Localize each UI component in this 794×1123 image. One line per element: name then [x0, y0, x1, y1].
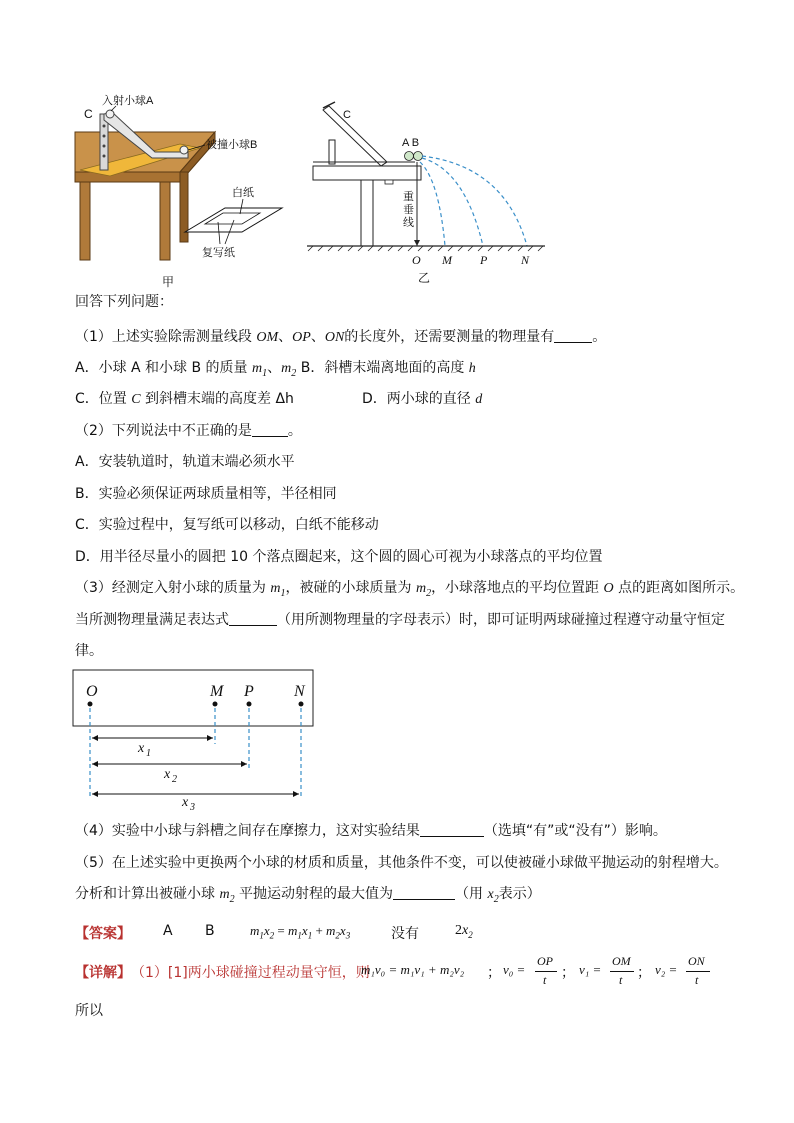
a3-s3: 3: [345, 930, 351, 941]
a3-m1: m: [250, 923, 260, 938]
q2-stem-end: 。: [287, 423, 302, 439]
q3-l1-s1: 1: [280, 587, 286, 599]
yi-label-n: N: [521, 253, 530, 267]
q2-stem-text: （2）下列说法中不正确的是: [75, 423, 252, 439]
q3-fig-x3-sub: 3: [190, 802, 195, 812]
q3-l2-a: 当所测物理量满足表达式: [75, 612, 229, 628]
q4-pre: （4）实验中小球与斜槽之间存在摩擦力，这对实验结果: [75, 823, 420, 839]
detail-frac-on-bar: [686, 971, 710, 972]
q5-l2-d: 表示）: [498, 886, 541, 902]
a3-m2: m: [326, 923, 336, 938]
jia-caption: 甲: [162, 275, 175, 289]
detail-row: [75, 956, 715, 992]
q2-stem: [75, 422, 302, 440]
q4-line: [75, 822, 667, 840]
detail-label: 【详解】: [75, 965, 131, 981]
a3-plus: +: [312, 923, 327, 938]
q3-fig-n: N: [294, 683, 305, 700]
q3-line-1: [75, 579, 744, 603]
q3-l1-o: O: [603, 581, 614, 596]
jia-label-carbon: 复写纸: [202, 247, 235, 259]
answer-4: 没有: [391, 926, 419, 942]
detail-frac-on-num: ON: [688, 954, 705, 968]
q3-l2-b: （用所测物理量的字母表示）时，即可证明两球碰撞过程遵守动量守恒定: [277, 612, 725, 628]
intro-text: 回答下列问题：: [75, 294, 173, 310]
a5-s: 2: [468, 929, 473, 940]
q1-seg-om: OM: [256, 330, 279, 345]
q1-opt-a-m1: m: [252, 361, 263, 376]
detail-semi-1: ；: [487, 965, 501, 981]
q4-answer-blank[interactable]: [420, 822, 484, 837]
yi-plumb-3: 线: [403, 217, 414, 229]
q5-l2-c: （用: [455, 886, 488, 902]
detail-text: （1）[1]两小球碰撞过程动量守恒，则: [131, 965, 370, 981]
yi-plumb-2: 垂: [403, 204, 414, 216]
q3-line-2: [75, 611, 725, 629]
jia-label-paper: 白纸: [232, 187, 254, 199]
yi-caption: 乙: [418, 271, 431, 285]
q1-option-d: [362, 390, 482, 409]
a3-eq: =: [274, 923, 289, 938]
answer-5: [455, 923, 473, 940]
q5-l2-b: 平抛运动射程的最大值为: [234, 886, 394, 902]
a3-x2: x: [263, 923, 270, 938]
detail-frac-om-den: t: [619, 973, 623, 987]
yi-plumb-1: 重: [403, 191, 414, 203]
q1-opt-b-pre: B．斜槽末端离地面的高度: [296, 360, 469, 376]
detail-frac-om-num: OM: [612, 954, 631, 968]
jia-label-c: C: [84, 107, 93, 121]
answer-2: B: [205, 923, 215, 939]
q1-opt-a-sub1: 1: [262, 367, 268, 379]
q5-l2-x: x: [487, 887, 494, 902]
q1-opt-a-pre: A．小球 A 和小球 B 的质量: [75, 360, 253, 376]
q3-fig-x2-sub: 2: [172, 774, 177, 785]
q1-stem: [75, 328, 606, 347]
q3-l1-m2: m: [415, 581, 427, 596]
a3-s1c: 1: [307, 930, 313, 941]
q3-distance-figure: [72, 668, 322, 812]
q1-opt-d-pre: D．两小球的直径: [362, 391, 476, 407]
q3-fig-m: M: [210, 683, 224, 700]
detail-eq-1: m₁v₀ = m₁v₁ + m₂v₂: [361, 962, 465, 977]
q3-l1-a: （3）经测定入射小球的质量为: [75, 580, 271, 596]
q5-line-2: [75, 885, 541, 909]
a3-s1: 1: [259, 930, 264, 941]
q5-l2-xs: 2: [493, 893, 499, 905]
a5-x: x: [462, 923, 469, 938]
detail-semi-2: ；: [561, 965, 575, 981]
q5-l2-m: m: [219, 887, 230, 902]
yi-label-p: P: [480, 253, 488, 267]
q3-fig-x1: x: [138, 741, 145, 756]
q4-post: （选填“有”或“没有”）影响。: [483, 823, 667, 839]
q1-stem-end: 。: [592, 329, 607, 345]
figure-jia: [60, 92, 290, 292]
a3-s1b: 1: [297, 930, 302, 941]
q1-opt-a-sep: 、: [267, 360, 282, 376]
a3-x3: x: [339, 923, 346, 938]
q1-opt-c-post: 到斜槽末端的高度差 Δh: [140, 391, 294, 407]
q2-option-b: B．实验必须保证两球质量相等，半径相同: [75, 486, 337, 502]
q1-answer-blank[interactable]: [554, 328, 592, 343]
q1-stem-post: 的长度外，还需要测量的物理量有: [344, 329, 555, 345]
q3-fig-o: O: [86, 683, 98, 700]
q2-option-a: A．安装轨道时，轨道末端必须水平: [75, 454, 295, 470]
q5-l2-s: 2: [229, 893, 235, 905]
answer-1: A: [163, 923, 173, 939]
q1-opt-d-d: d: [475, 392, 483, 407]
q5-line-1: （5）在上述实验中更换两个小球的材质和质量，其他条件不变，可以使被碰小球做平抛运动的射程增大。: [75, 855, 728, 871]
a3-s2: 2: [269, 930, 275, 941]
q1-seg-op: OP: [292, 330, 311, 345]
answer-label: 【答案】: [75, 926, 131, 942]
q3-l1-s2: 2: [426, 587, 432, 599]
q1-stem-pre: （1）上述实验除需测量线段: [75, 329, 252, 345]
q2-answer-blank[interactable]: [252, 422, 288, 437]
q1-sep-1: 、: [278, 329, 293, 345]
yi-label-ab: A B: [402, 137, 420, 149]
yi-label-c: C: [343, 109, 351, 121]
q1-opt-a-sub2: 2: [291, 367, 297, 379]
q1-opt-c-pre: C．位置: [75, 391, 132, 407]
detail-frac-op-num: OP: [537, 954, 553, 968]
jia-label-b: 被撞小球B: [206, 139, 258, 151]
q3-answer-blank[interactable]: [229, 611, 277, 626]
detail-v2: v₂ =: [655, 962, 678, 977]
q2-option-d: D．用半径尽量小的圆把 10 个落点圈起来，这个圆的圆心可视为小球落点的平均位置: [75, 549, 603, 565]
suoyi-text: 所以: [75, 1003, 103, 1019]
q5-l2-a: 分析和计算出被碰小球: [75, 886, 220, 902]
yi-label-m: M: [442, 253, 452, 267]
q3-l1-d: 点的距离如图所示。: [613, 580, 745, 596]
figure-yi: [305, 100, 550, 290]
detail-semi-3: ；: [637, 965, 651, 981]
a3-s2b: 2: [335, 930, 340, 941]
q3-fig-x2: x: [164, 767, 171, 782]
detail-frac-op-den: t: [543, 973, 547, 987]
a3-x1: x: [301, 923, 308, 938]
q3-l1-b: ，被碰的小球质量为: [285, 580, 416, 596]
a5-pre: 2: [455, 923, 462, 938]
detail-frac-on-den: t: [695, 973, 699, 987]
q3-l1-m1: m: [270, 581, 281, 596]
answer-row: [75, 923, 595, 943]
yi-label-o: O: [412, 253, 421, 267]
jia-label-a: 入射小球A: [102, 95, 154, 107]
detail-v1: v₁ =: [579, 962, 602, 977]
q1-options-ab: [75, 359, 476, 383]
q1-opt-b-h: h: [468, 361, 476, 376]
q2-option-c: C．实验过程中，复写纸可以移动，白纸不能移动: [75, 517, 379, 533]
q3-line-3: 律。: [75, 643, 103, 659]
q3-fig-p: P: [244, 683, 254, 700]
a3-m1b: m: [288, 923, 298, 938]
q3-fig-x3: x: [182, 795, 189, 810]
q3-fig-x1-sub: 1: [146, 748, 151, 759]
q1-option-c: [75, 390, 294, 409]
answer-3-equation: [250, 923, 350, 941]
q1-sep-2: 、: [310, 329, 325, 345]
q1-opt-c-c: C: [131, 392, 141, 407]
q5-answer-blank[interactable]: [393, 885, 455, 900]
q3-l1-c: ，小球落地点的平均位置距: [431, 580, 604, 596]
detail-frac-op-bar: [535, 971, 557, 972]
detail-v0: v₀ =: [503, 962, 526, 977]
detail-frac-om-bar: [610, 971, 634, 972]
q1-opt-a-m2: m: [281, 361, 292, 376]
q1-seg-on: ON: [324, 330, 345, 345]
